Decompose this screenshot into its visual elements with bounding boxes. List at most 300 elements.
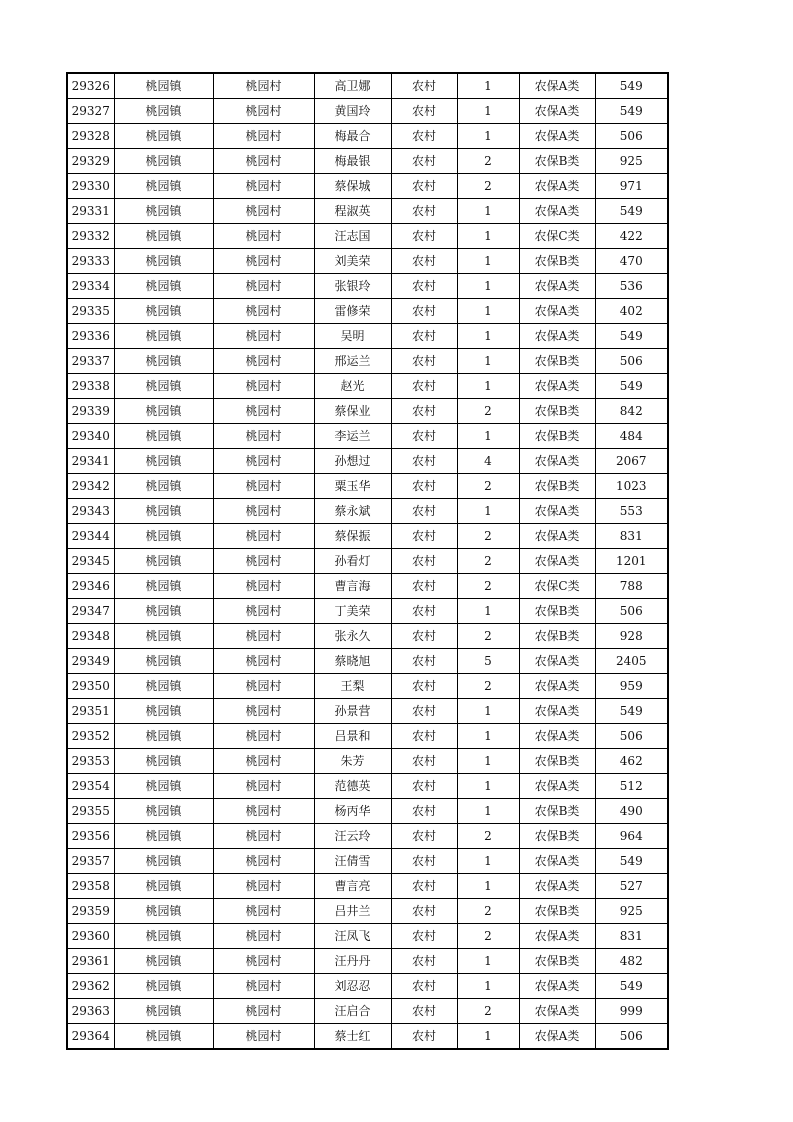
cell-insurance-category: 农保B类 <box>519 399 595 424</box>
cell-town: 桃园镇 <box>114 699 213 724</box>
cell-area-type: 农村 <box>391 324 457 349</box>
cell-village: 桃园村 <box>213 874 314 899</box>
cell-amount: 549 <box>595 374 668 399</box>
cell-household-size: 1 <box>457 774 519 799</box>
cell-name: 张银玲 <box>314 274 391 299</box>
cell-area-type: 农村 <box>391 249 457 274</box>
cell-name: 汪志国 <box>314 224 391 249</box>
cell-town: 桃园镇 <box>114 499 213 524</box>
cell-household-size: 1 <box>457 124 519 149</box>
cell-insurance-category: 农保A类 <box>519 699 595 724</box>
cell-village: 桃园村 <box>213 249 314 274</box>
cell-household-size: 5 <box>457 649 519 674</box>
cell-household-size: 1 <box>457 299 519 324</box>
cell-town: 桃园镇 <box>114 249 213 274</box>
cell-amount: 506 <box>595 124 668 149</box>
cell-area-type: 农村 <box>391 299 457 324</box>
cell-amount: 512 <box>595 774 668 799</box>
cell-town: 桃园镇 <box>114 949 213 974</box>
cell-area-type: 农村 <box>391 724 457 749</box>
cell-name: 蔡士红 <box>314 1024 391 1050</box>
cell-area-type: 农村 <box>391 99 457 124</box>
cell-household-size: 2 <box>457 549 519 574</box>
table-row <box>67 774 668 799</box>
cell-record-id: 29352 <box>67 724 114 749</box>
cell-town: 桃园镇 <box>114 274 213 299</box>
cell-insurance-category: 农保A类 <box>519 374 595 399</box>
table-row <box>67 849 668 874</box>
cell-name: 刘忍忍 <box>314 974 391 999</box>
cell-record-id: 29349 <box>67 649 114 674</box>
cell-village: 桃园村 <box>213 199 314 224</box>
cell-amount: 925 <box>595 149 668 174</box>
cell-amount: 1023 <box>595 474 668 499</box>
cell-area-type: 农村 <box>391 649 457 674</box>
cell-record-id: 29329 <box>67 149 114 174</box>
cell-village: 桃园村 <box>213 449 314 474</box>
cell-amount: 506 <box>595 349 668 374</box>
cell-village: 桃园村 <box>213 73 314 99</box>
table-row <box>67 299 668 324</box>
cell-record-id: 29362 <box>67 974 114 999</box>
cell-town: 桃园镇 <box>114 199 213 224</box>
cell-name: 王梨 <box>314 674 391 699</box>
cell-town: 桃园镇 <box>114 424 213 449</box>
cell-record-id: 29346 <box>67 574 114 599</box>
table-row <box>67 599 668 624</box>
cell-insurance-category: 农保A类 <box>519 449 595 474</box>
cell-area-type: 农村 <box>391 149 457 174</box>
cell-household-size: 2 <box>457 399 519 424</box>
cell-name: 曹言海 <box>314 574 391 599</box>
cell-insurance-category: 农保A类 <box>519 649 595 674</box>
cell-record-id: 29350 <box>67 674 114 699</box>
cell-insurance-category: 农保A类 <box>519 73 595 99</box>
cell-village: 桃园村 <box>213 799 314 824</box>
table-row <box>67 349 668 374</box>
cell-town: 桃园镇 <box>114 674 213 699</box>
cell-record-id: 29337 <box>67 349 114 374</box>
cell-insurance-category: 农保A类 <box>519 124 595 149</box>
table-row <box>67 99 668 124</box>
cell-name: 孙想过 <box>314 449 391 474</box>
cell-amount: 506 <box>595 724 668 749</box>
cell-amount: 422 <box>595 224 668 249</box>
table-row <box>67 624 668 649</box>
cell-record-id: 29353 <box>67 749 114 774</box>
cell-record-id: 29336 <box>67 324 114 349</box>
cell-village: 桃园村 <box>213 824 314 849</box>
cell-insurance-category: 农保A类 <box>519 999 595 1024</box>
cell-amount: 482 <box>595 949 668 974</box>
cell-record-id: 29340 <box>67 424 114 449</box>
cell-area-type: 农村 <box>391 849 457 874</box>
cell-record-id: 29359 <box>67 899 114 924</box>
cell-area-type: 农村 <box>391 674 457 699</box>
table-row <box>67 724 668 749</box>
cell-record-id: 29331 <box>67 199 114 224</box>
cell-amount: 490 <box>595 799 668 824</box>
table-row <box>67 1024 668 1050</box>
cell-amount: 925 <box>595 899 668 924</box>
cell-amount: 971 <box>595 174 668 199</box>
cell-village: 桃园村 <box>213 99 314 124</box>
cell-town: 桃园镇 <box>114 874 213 899</box>
cell-name: 黄国玲 <box>314 99 391 124</box>
cell-area-type: 农村 <box>391 899 457 924</box>
cell-insurance-category: 农保C类 <box>519 574 595 599</box>
cell-insurance-category: 农保C类 <box>519 224 595 249</box>
cell-area-type: 农村 <box>391 499 457 524</box>
table-row <box>67 324 668 349</box>
cell-household-size: 1 <box>457 724 519 749</box>
cell-village: 桃园村 <box>213 674 314 699</box>
table-row <box>67 899 668 924</box>
cell-town: 桃园镇 <box>114 374 213 399</box>
cell-town: 桃园镇 <box>114 174 213 199</box>
cell-insurance-category: 农保A类 <box>519 324 595 349</box>
cell-record-id: 29327 <box>67 99 114 124</box>
cell-area-type: 农村 <box>391 874 457 899</box>
cell-insurance-category: 农保A类 <box>519 924 595 949</box>
cell-amount: 527 <box>595 874 668 899</box>
table-row <box>67 649 668 674</box>
cell-insurance-category: 农保A类 <box>519 299 595 324</box>
cell-town: 桃园镇 <box>114 799 213 824</box>
cell-area-type: 农村 <box>391 974 457 999</box>
cell-village: 桃园村 <box>213 549 314 574</box>
cell-insurance-category: 农保B类 <box>519 824 595 849</box>
cell-insurance-category: 农保A类 <box>519 974 595 999</box>
cell-town: 桃园镇 <box>114 899 213 924</box>
cell-village: 桃园村 <box>213 474 314 499</box>
cell-town: 桃园镇 <box>114 849 213 874</box>
cell-village: 桃园村 <box>213 649 314 674</box>
cell-town: 桃园镇 <box>114 149 213 174</box>
cell-village: 桃园村 <box>213 999 314 1024</box>
cell-record-id: 29355 <box>67 799 114 824</box>
cell-household-size: 1 <box>457 324 519 349</box>
cell-name: 邢运兰 <box>314 349 391 374</box>
cell-town: 桃园镇 <box>114 524 213 549</box>
cell-village: 桃园村 <box>213 274 314 299</box>
cell-town: 桃园镇 <box>114 474 213 499</box>
cell-record-id: 29360 <box>67 924 114 949</box>
cell-area-type: 农村 <box>391 349 457 374</box>
cell-village: 桃园村 <box>213 524 314 549</box>
cell-name: 汪倩雪 <box>314 849 391 874</box>
cell-village: 桃园村 <box>213 574 314 599</box>
cell-area-type: 农村 <box>391 799 457 824</box>
cell-area-type: 农村 <box>391 1024 457 1050</box>
cell-name: 程淑英 <box>314 199 391 224</box>
table-row <box>67 524 668 549</box>
cell-record-id: 29361 <box>67 949 114 974</box>
cell-amount: 470 <box>595 249 668 274</box>
cell-name: 汪凤飞 <box>314 924 391 949</box>
cell-amount: 2067 <box>595 449 668 474</box>
cell-area-type: 农村 <box>391 749 457 774</box>
cell-area-type: 农村 <box>391 224 457 249</box>
cell-household-size: 1 <box>457 73 519 99</box>
cell-area-type: 农村 <box>391 624 457 649</box>
cell-area-type: 农村 <box>391 73 457 99</box>
cell-household-size: 1 <box>457 699 519 724</box>
cell-town: 桃园镇 <box>114 99 213 124</box>
cell-village: 桃园村 <box>213 624 314 649</box>
cell-insurance-category: 农保B类 <box>519 949 595 974</box>
table-row <box>67 274 668 299</box>
cell-name: 梅最合 <box>314 124 391 149</box>
cell-town: 桃园镇 <box>114 924 213 949</box>
cell-household-size: 1 <box>457 224 519 249</box>
cell-amount: 964 <box>595 824 668 849</box>
cell-insurance-category: 农保A类 <box>519 874 595 899</box>
cell-household-size: 1 <box>457 949 519 974</box>
cell-household-size: 1 <box>457 599 519 624</box>
cell-amount: 549 <box>595 199 668 224</box>
cell-amount: 928 <box>595 624 668 649</box>
cell-village: 桃园村 <box>213 224 314 249</box>
cell-record-id: 29363 <box>67 999 114 1024</box>
cell-record-id: 29328 <box>67 124 114 149</box>
cell-amount: 506 <box>595 1024 668 1050</box>
cell-household-size: 2 <box>457 474 519 499</box>
cell-village: 桃园村 <box>213 974 314 999</box>
cell-household-size: 1 <box>457 374 519 399</box>
cell-name: 汪云玲 <box>314 824 391 849</box>
cell-town: 桃园镇 <box>114 774 213 799</box>
table-row <box>67 124 668 149</box>
cell-area-type: 农村 <box>391 199 457 224</box>
cell-town: 桃园镇 <box>114 449 213 474</box>
cell-household-size: 2 <box>457 149 519 174</box>
cell-record-id: 29351 <box>67 699 114 724</box>
table-row <box>67 224 668 249</box>
cell-amount: 2405 <box>595 649 668 674</box>
cell-amount: 842 <box>595 399 668 424</box>
cell-insurance-category: 农保B类 <box>519 899 595 924</box>
cell-insurance-category: 农保B类 <box>519 249 595 274</box>
cell-town: 桃园镇 <box>114 299 213 324</box>
cell-village: 桃园村 <box>213 174 314 199</box>
table-row <box>67 73 668 99</box>
cell-record-id: 29332 <box>67 224 114 249</box>
cell-household-size: 1 <box>457 199 519 224</box>
table-row <box>67 824 668 849</box>
cell-area-type: 农村 <box>391 524 457 549</box>
cell-amount: 959 <box>595 674 668 699</box>
cell-insurance-category: 农保B类 <box>519 624 595 649</box>
cell-household-size: 1 <box>457 849 519 874</box>
cell-village: 桃园村 <box>213 1024 314 1050</box>
cell-area-type: 农村 <box>391 374 457 399</box>
cell-town: 桃园镇 <box>114 599 213 624</box>
cell-household-size: 1 <box>457 274 519 299</box>
cell-household-size: 1 <box>457 749 519 774</box>
cell-household-size: 1 <box>457 349 519 374</box>
cell-amount: 402 <box>595 299 668 324</box>
cell-area-type: 农村 <box>391 574 457 599</box>
cell-record-id: 29358 <box>67 874 114 899</box>
cell-household-size: 4 <box>457 449 519 474</box>
cell-record-id: 29338 <box>67 374 114 399</box>
cell-insurance-category: 农保A类 <box>519 549 595 574</box>
cell-amount: 831 <box>595 924 668 949</box>
cell-household-size: 1 <box>457 424 519 449</box>
cell-town: 桃园镇 <box>114 649 213 674</box>
cell-amount: 549 <box>595 73 668 99</box>
cell-name: 蔡保振 <box>314 524 391 549</box>
cell-record-id: 29345 <box>67 549 114 574</box>
cell-household-size: 2 <box>457 574 519 599</box>
table-row <box>67 174 668 199</box>
table-row <box>67 924 668 949</box>
cell-town: 桃园镇 <box>114 349 213 374</box>
table-row <box>67 974 668 999</box>
cell-village: 桃园村 <box>213 499 314 524</box>
cell-area-type: 农村 <box>391 399 457 424</box>
cell-area-type: 农村 <box>391 124 457 149</box>
table-row <box>67 949 668 974</box>
cell-name: 范德英 <box>314 774 391 799</box>
table-row <box>67 449 668 474</box>
cell-amount: 549 <box>595 699 668 724</box>
cell-household-size: 1 <box>457 1024 519 1050</box>
cell-household-size: 2 <box>457 624 519 649</box>
cell-record-id: 29364 <box>67 1024 114 1050</box>
cell-name: 吴明 <box>314 324 391 349</box>
cell-name: 丁美荣 <box>314 599 391 624</box>
cell-household-size: 2 <box>457 174 519 199</box>
cell-village: 桃园村 <box>213 849 314 874</box>
cell-household-size: 2 <box>457 524 519 549</box>
cell-town: 桃园镇 <box>114 749 213 774</box>
cell-area-type: 农村 <box>391 424 457 449</box>
cell-insurance-category: 农保A类 <box>519 674 595 699</box>
cell-insurance-category: 农保B类 <box>519 424 595 449</box>
cell-record-id: 29348 <box>67 624 114 649</box>
cell-record-id: 29330 <box>67 174 114 199</box>
cell-insurance-category: 农保B类 <box>519 599 595 624</box>
cell-area-type: 农村 <box>391 474 457 499</box>
cell-town: 桃园镇 <box>114 724 213 749</box>
table-row <box>67 699 668 724</box>
cell-record-id: 29334 <box>67 274 114 299</box>
cell-record-id: 29343 <box>67 499 114 524</box>
cell-area-type: 农村 <box>391 999 457 1024</box>
cell-amount: 1201 <box>595 549 668 574</box>
cell-household-size: 1 <box>457 874 519 899</box>
cell-insurance-category: 农保A类 <box>519 174 595 199</box>
cell-name: 吕景和 <box>314 724 391 749</box>
cell-town: 桃园镇 <box>114 549 213 574</box>
table-body <box>67 73 668 1049</box>
cell-town: 桃园镇 <box>114 974 213 999</box>
table-row <box>67 474 668 499</box>
cell-amount: 788 <box>595 574 668 599</box>
table-row <box>67 149 668 174</box>
cell-insurance-category: 农保A类 <box>519 774 595 799</box>
cell-town: 桃园镇 <box>114 224 213 249</box>
cell-name: 蔡晓旭 <box>314 649 391 674</box>
cell-household-size: 2 <box>457 999 519 1024</box>
cell-record-id: 29357 <box>67 849 114 874</box>
cell-name: 蔡保业 <box>314 399 391 424</box>
cell-household-size: 1 <box>457 99 519 124</box>
cell-name: 杨丙华 <box>314 799 391 824</box>
cell-town: 桃园镇 <box>114 399 213 424</box>
table-row <box>67 374 668 399</box>
cell-name: 刘美荣 <box>314 249 391 274</box>
cell-amount: 506 <box>595 599 668 624</box>
cell-insurance-category: 农保B类 <box>519 474 595 499</box>
cell-amount: 536 <box>595 274 668 299</box>
cell-household-size: 2 <box>457 824 519 849</box>
cell-name: 朱芳 <box>314 749 391 774</box>
cell-town: 桃园镇 <box>114 999 213 1024</box>
cell-village: 桃园村 <box>213 399 314 424</box>
cell-amount: 549 <box>595 324 668 349</box>
cell-insurance-category: 农保A类 <box>519 1024 595 1050</box>
cell-name: 孙看灯 <box>314 549 391 574</box>
cell-household-size: 2 <box>457 924 519 949</box>
cell-name: 张永久 <box>314 624 391 649</box>
cell-record-id: 29344 <box>67 524 114 549</box>
cell-household-size: 2 <box>457 899 519 924</box>
cell-village: 桃园村 <box>213 424 314 449</box>
table-row <box>67 399 668 424</box>
cell-area-type: 农村 <box>391 949 457 974</box>
cell-amount: 549 <box>595 849 668 874</box>
cell-name: 粟玉华 <box>314 474 391 499</box>
cell-amount: 484 <box>595 424 668 449</box>
cell-name: 汪启合 <box>314 999 391 1024</box>
cell-name: 李运兰 <box>314 424 391 449</box>
cell-village: 桃园村 <box>213 899 314 924</box>
cell-household-size: 1 <box>457 799 519 824</box>
cell-amount: 553 <box>595 499 668 524</box>
cell-amount: 999 <box>595 999 668 1024</box>
cell-insurance-category: 农保B类 <box>519 349 595 374</box>
table-row <box>67 799 668 824</box>
cell-household-size: 1 <box>457 974 519 999</box>
cell-town: 桃园镇 <box>114 324 213 349</box>
cell-household-size: 1 <box>457 499 519 524</box>
cell-amount: 549 <box>595 99 668 124</box>
cell-name: 蔡保城 <box>314 174 391 199</box>
table-row <box>67 199 668 224</box>
cell-town: 桃园镇 <box>114 73 213 99</box>
cell-name: 汪丹丹 <box>314 949 391 974</box>
cell-village: 桃园村 <box>213 774 314 799</box>
cell-town: 桃园镇 <box>114 624 213 649</box>
table-row <box>67 249 668 274</box>
cell-village: 桃园村 <box>213 299 314 324</box>
cell-area-type: 农村 <box>391 449 457 474</box>
cell-name: 曹言亮 <box>314 874 391 899</box>
table-row <box>67 999 668 1024</box>
cell-village: 桃园村 <box>213 949 314 974</box>
cell-town: 桃园镇 <box>114 574 213 599</box>
cell-name: 梅最银 <box>314 149 391 174</box>
cell-village: 桃园村 <box>213 924 314 949</box>
cell-insurance-category: 农保B类 <box>519 799 595 824</box>
cell-insurance-category: 农保A类 <box>519 199 595 224</box>
cell-village: 桃园村 <box>213 724 314 749</box>
cell-amount: 462 <box>595 749 668 774</box>
cell-village: 桃园村 <box>213 124 314 149</box>
